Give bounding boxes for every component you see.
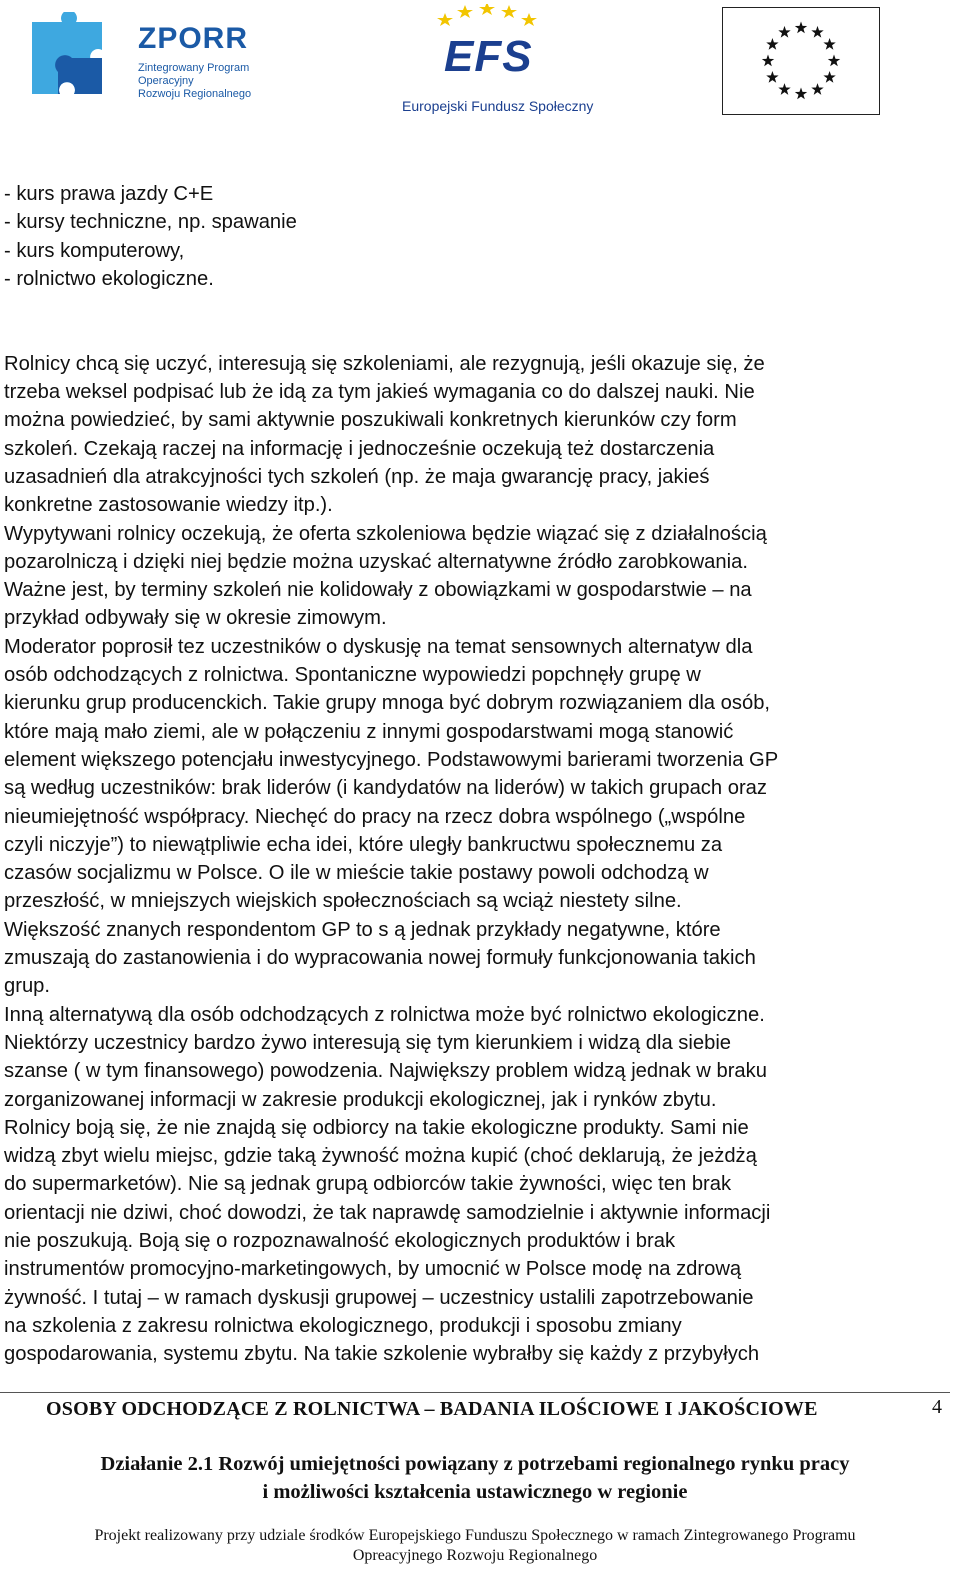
zporr-logo bbox=[26, 8, 266, 108]
text-line: pozarolniczą i dzięki niej będzie można uzyskać alternatywne źródło zarobkowania. bbox=[4, 550, 748, 573]
eu-star bbox=[828, 55, 840, 67]
list-item: - kursy techniczne, np. spawanie bbox=[4, 211, 297, 234]
text-line: które mają mało ziemi, ale w połączeniu z innymi gospodarstwami mogą stanowić bbox=[4, 720, 734, 743]
text-line: osób odchodzących z rolnictwa. Spontaniczne wypowiedzi popchnęły grupę w bbox=[4, 664, 701, 687]
text-line: szanse ( w tym finansowego) powodzenia. Największy problem widzą jednak w braku bbox=[4, 1060, 767, 1083]
course-list bbox=[4, 180, 944, 293]
eu-star bbox=[823, 38, 835, 50]
text-line: element większego potencjału inwestycyjnego. Podstawowymi barierami tworzenia GP bbox=[4, 748, 779, 771]
eu-star bbox=[811, 83, 823, 95]
eu-star bbox=[778, 26, 790, 38]
text-line: przeszłość, w mniejszych wiejskich społecznościach są wciąż niestety silne. bbox=[4, 890, 682, 913]
footer-divider bbox=[0, 1392, 950, 1393]
efs-subtitle: Europejski Fundusz Społeczny bbox=[402, 98, 594, 114]
list-item: - kurs prawa jazdy C+E bbox=[4, 183, 214, 205]
text-line: widzą zbyt wielu miejsc, gdzie taką żywność można kupić (choć deklarują, że jeżdżą bbox=[4, 1145, 757, 1168]
text-line: Wypytywani rolnicy oczekują, że oferta szkoleniowa będzie wiązać się z działalnością bbox=[4, 522, 767, 545]
action-line: Działanie 2.1 Rozwój umiejętności powiązany z potrzebami regionalnego rynku pracy bbox=[100, 1453, 850, 1475]
text-line: konkretne zastosowanie wiedzy itp.). bbox=[4, 494, 333, 517]
puzzle-icon bbox=[26, 12, 118, 104]
text-line: Moderator poprosił tez uczestników o dyskusję na temat sensownych alternatyw dla bbox=[4, 635, 753, 658]
text-line: zmuszają do zastanowienia i do wypracowania nowej formuły funkcjonowania takich bbox=[4, 947, 756, 970]
text-line: Rolnicy boją się, że nie znajdą się odbiorcy na takie ekologiczne produkty. Sami nie bbox=[4, 1116, 749, 1139]
text-line: na szkolenia z zakresu rolnictwa ekologicznego, produkcji i sposobu zmiany bbox=[4, 1314, 682, 1337]
zporr-subtitle-line: Zintegrowany Program bbox=[138, 62, 250, 74]
eu-star bbox=[811, 26, 823, 38]
text-line: żywność. I tutaj – w ramach dyskusji grupowej – uczestnicy ustalili zapotrzebowanie bbox=[4, 1286, 754, 1309]
eu-star bbox=[823, 71, 835, 83]
report-title: OSOBY ODCHODZĄCE Z ROLNICTWA – BADANIA ILOŚCIOWE I JAKOŚCIOWE bbox=[46, 1398, 818, 1420]
text-line: czyli niczyje”) to niewątpliwie echa idei, które uległy bankructwu społecznemu za bbox=[4, 833, 723, 856]
text-line: Większość znanych respondentom GP to s ą jednak przykłady negatywne, które bbox=[4, 918, 721, 941]
eu-star bbox=[795, 22, 807, 34]
zporr-name: ZPORR bbox=[138, 22, 248, 55]
star-arc-icon bbox=[432, 4, 542, 34]
text-line: Inną alternatywą dla osób odchodzących z rolnictwa może być rolnictwo ekologiczne. bbox=[4, 1003, 765, 1026]
text-line: orientacji nie dziwi, choć dowodzi, że tak naprawdę samodzielnie i aktywnie informacji bbox=[4, 1201, 771, 1224]
eu-star bbox=[766, 38, 778, 50]
text-line: można powiedzieć, by sami aktywnie poszukiwali konkretnych kierunków czy form bbox=[4, 409, 737, 432]
project-note bbox=[0, 1526, 950, 1566]
efs-name: EFS bbox=[444, 32, 533, 81]
project-line: Opreacyjnego Rozwoju Regionalnego bbox=[352, 1547, 598, 1564]
efs-logo bbox=[396, 4, 596, 120]
text-line: są według uczestników: brak liderów (i kandydatów na liderów) w takich grupach oraz bbox=[4, 777, 768, 800]
zporr-subtitle bbox=[138, 62, 288, 101]
page-number: 4 bbox=[932, 1396, 942, 1418]
text-line: czasów socjalizmu w Polsce. O ile w mieście takie postawy powoli odchodzą w bbox=[4, 862, 709, 885]
text-line: zorganizowanej informacji w zakresie produkcji ekologicznej, jak i rynków zbytu. bbox=[4, 1088, 717, 1111]
body-text bbox=[4, 350, 944, 1369]
text-line: instrumentów promocyjno-marketingowych, by umocnić w Polsce modę na zdrową bbox=[4, 1258, 742, 1281]
text-line: szkoleń. Czekają raczej na informację i jednocześnie oczekują też dostarczenia bbox=[4, 437, 715, 460]
text-line: trzeba weksel podpisać lub że idą za tym jakieś wymagania co do dalszej nauki. Nie bbox=[4, 381, 755, 404]
document-body bbox=[4, 180, 944, 1368]
action-title bbox=[0, 1450, 950, 1506]
action-line: i możliwości kształcenia ustawicznego w regionie bbox=[262, 1481, 688, 1503]
text-line: nie poszukują. Boją się o rozpoznawalność ekologicznych produktów i brak bbox=[4, 1229, 676, 1252]
text-line: Ważne jest, by terminy szkoleń nie kolidowały z obowiązkami w gospodarstwie – na bbox=[4, 579, 752, 602]
zporr-subtitle-line: Operacyjny bbox=[138, 75, 194, 87]
list-item: - kurs komputerowy, bbox=[4, 239, 185, 262]
zporr-subtitle-line: Rozwoju Regionalnego bbox=[138, 88, 252, 100]
eu-flag bbox=[722, 7, 880, 115]
project-line: Projekt realizowany przy udziale środków Europejskiego Funduszu Społecznego w ramach Zintegrowanego Programu bbox=[94, 1527, 856, 1544]
text-line: do supermarketów). Nie są jednak grupą odbiorców takie żywności, więc ten brak bbox=[4, 1173, 732, 1196]
text-line: uzasadnień dla atrakcyjności tych szkoleń (np. że maja gwarancję pracy, jakieś bbox=[4, 465, 710, 488]
eu-flag-icon bbox=[723, 8, 879, 114]
text-line: Niektórzy uczestnicy bardzo żywo interesują się tym kierunkiem i widzą dla siebie bbox=[4, 1031, 732, 1054]
list-item: - rolnictwo ekologiczne. bbox=[4, 267, 214, 290]
text-line: Rolnicy chcą się uczyć, interesują się szkoleniami, ale rezygnują, jeśli okazuje się, że bbox=[4, 352, 765, 375]
page-header bbox=[0, 0, 960, 130]
eu-star bbox=[778, 83, 790, 95]
eu-star bbox=[795, 88, 807, 100]
eu-star bbox=[766, 71, 778, 83]
text-line: kierunku grup producenckich. Takie grupy mnoga być dobrym rozwiązaniem dla osób, bbox=[4, 692, 771, 715]
eu-star bbox=[762, 55, 774, 67]
text-line: przykład odbywały się w okresie zimowym. bbox=[4, 607, 387, 630]
text-line: nieumiejętność współpracy. Niechęć do pracy na rzecz dobra wspólnego („wspólne bbox=[4, 805, 746, 828]
text-line: grup. bbox=[4, 975, 51, 998]
text-line: gospodarowania, systemu zbytu. Na takie szkolenie wybrałby się każdy z przybyłych bbox=[4, 1343, 760, 1366]
